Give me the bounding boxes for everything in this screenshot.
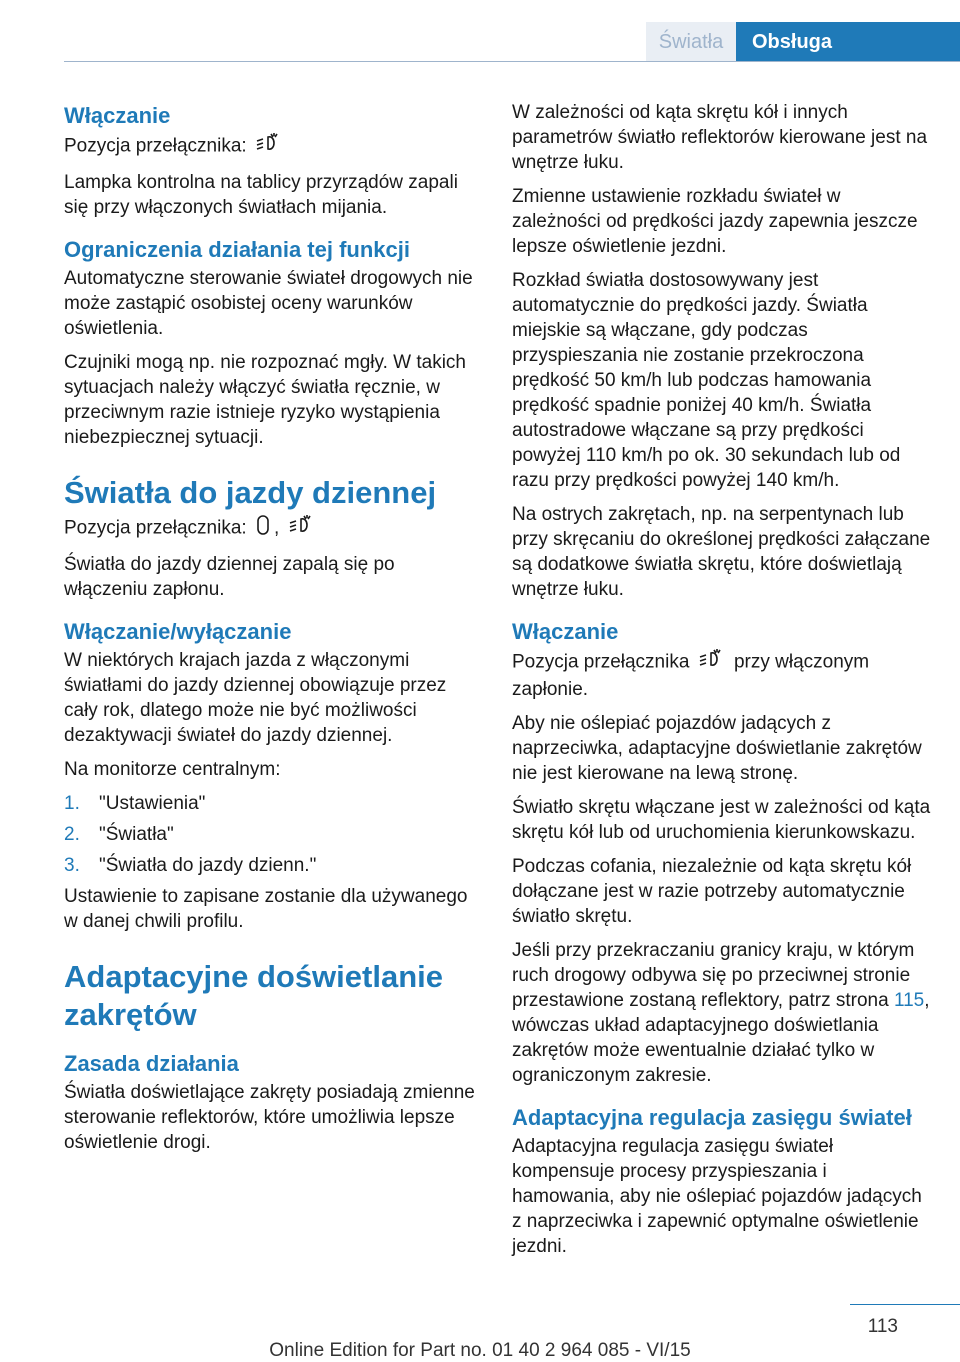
paragraph-zasieg: Adaptacyjna regulacja zasięgu świateł kompensuje procesy przyspieszania i hamowania, aby nie oślepiać pojazdów jadących z naprzeciwka i zapewnić optymalne oświetlenie jezdni.	[512, 1136, 922, 1257]
granica-text-a: Jeśli przy przekraczaniu granicy kraju, w którym ruch drogowy odbywa się po przeciwnej stronie przestawione zostaną reflektory, patrz strona	[512, 940, 915, 1011]
paragraph-skretu: Światło skrętu włączane jest w zależności od kąta skrętu kół lub od uruchomienia kierunkowskazu.	[512, 797, 931, 843]
switch-position-text: Pozycja przełącznika	[512, 651, 690, 673]
step-number: 3.	[64, 855, 80, 876]
parking-light-icon	[256, 514, 270, 543]
footer-edition: Online Edition for Part no. 01 40 2 964 085 - VI/15	[269, 1340, 691, 1361]
paragraph-cofanie: Podczas cofania, niezależnie od kąta skrętu kół dołączane jest w razie potrzeby automatycznie światło skrętu.	[512, 856, 912, 927]
auto-headlight-icon	[289, 514, 315, 543]
heading-zasieg: Adaptacyjna regulacja zasięgu świateł	[512, 1105, 912, 1130]
paragraph-zapis: Ustawienie to zapisane zostanie dla używanego w danej chwili profilu.	[64, 886, 468, 932]
paragraph-granica	[512, 938, 932, 1088]
list-item	[64, 822, 482, 847]
step-number: 2.	[64, 824, 80, 845]
heading-wlaczanie-right: Włączanie	[512, 619, 619, 644]
step-number: 1.	[64, 793, 80, 814]
paragraph-zmienne: Zmienne ustawienie rozkładu świateł w zależności od prędkości jazdy zapewnia jeszcze lepsze oświetlenie jezdni.	[512, 186, 918, 257]
granica-text-b: , wówczas układ adaptacyjnego doświetlania zakrętów może ewentualnie działać tylko w ograniczonym zakresie.	[512, 990, 930, 1086]
right-column	[512, 100, 932, 1268]
paragraph-rozklad: Rozkład światła dostosowywany jest automatycznie do prędkości jazdy. Światła miejskie są włączane, gdy podczas przyspieszania nie zostanie przekroczona prędkość 50 km/h lub podczas hamowania prędkość spadnie poniżej 40 km/h. Światła autostradowe włączane są przy prędkości powyżej 110 km/h po ok. 30 sekundach lub od razu przy prędkości powyżej 140 km/h.	[512, 270, 901, 491]
paragraph-lampka: Lampka kontrolna na tablicy przyrządów zapali się przy włączonych światłach mijania.	[64, 172, 458, 218]
paragraph-kraje: W niektórych krajach jazda z włączonymi światłami do jazdy dziennej obowiązuje przez cały rok, dlatego może nie być możliwości dezaktywacji świateł do jazdy dziennej.	[64, 650, 447, 746]
paragraph-ostre: Na ostrych zakrętach, np. na serpentynach lub przy skręcaniu do określonej prędkości załączane są dodatkowe światła skrętu, które doświetlają wnętrze łuku.	[512, 504, 931, 600]
paragraph-auto: Automatyczne sterowanie świateł drogowych nie może zastąpić osobistej oceny warunków oświetlenia.	[64, 268, 473, 339]
heading-zasada: Zasada działania	[64, 1051, 239, 1076]
auto-headlight-icon	[256, 132, 282, 161]
list-item	[64, 791, 482, 816]
paragraph-zasada: Światła doświetlające zakręty posiadają zmienne sterowanie reflektorów, które umożliwia lepsze oświetlenie drogi.	[64, 1082, 475, 1153]
auto-headlight-icon	[699, 648, 725, 677]
switch-position-line	[64, 132, 482, 161]
steps-list	[64, 791, 482, 878]
paragraph-pozycja	[512, 648, 932, 702]
paragraph-kat: W zależności od kąta skrętu kół i innych parametrów światło reflektorów kierowane jest na wnętrze łuku.	[512, 102, 928, 173]
paragraph-oslepiac: Aby nie oślepiać pojazdów jadących z naprzeciwka, adaptacyjne doświetlanie zakrętów nie jest kierowane na lewą stronę.	[512, 713, 922, 784]
header-chapter-tab: Obsługa	[736, 22, 960, 62]
switch-position-label: Pozycja przełącznika:	[64, 135, 247, 157]
list-item	[64, 853, 482, 878]
heading-ograniczenia: Ograniczenia działania tej funkcji	[64, 237, 410, 262]
switch-position-text-2: przy włączonym zapłonie.	[512, 651, 870, 700]
comma-separator: ,	[273, 517, 280, 539]
page-number: 113	[867, 1316, 898, 1337]
left-column	[64, 100, 482, 1164]
switch-position-label-2: Pozycja przełącznika:	[64, 517, 247, 539]
step-text: "Światła do jazdy dzienn."	[99, 855, 317, 876]
header-section-tab: Światła	[646, 22, 736, 62]
step-text: "Światła"	[99, 824, 174, 845]
step-text: "Ustawienia"	[99, 793, 206, 814]
header-rule	[64, 61, 960, 62]
heading-wlaczanie: Włączanie	[64, 103, 171, 128]
page-link[interactable]: 115	[893, 990, 925, 1011]
switch-position-line-2	[64, 514, 482, 543]
paragraph-dzienne: Światła do jazdy dziennej zapalą się po włączeniu zapłonu.	[64, 554, 395, 600]
paragraph-monitor: Na monitorze centralnym:	[64, 759, 281, 780]
heading-adaptacyjne: Adaptacyjne doświetlanie zakrętów	[64, 959, 443, 1032]
paragraph-czujniki: Czujniki mogą np. nie rozpoznać mgły. W takich sytuacjach należy włączyć światła ręcznie, w przeciwnym razie istnieje ryzyko wystąpienia niebezpiecznej sytuacji.	[64, 352, 466, 448]
footer-rule	[850, 1304, 960, 1305]
heading-wlaczanie-wylaczanie: Włączanie/wyłączanie	[64, 619, 292, 644]
header-tabs	[646, 22, 960, 62]
heading-swiatla-dzienne: Światła do jazdy dziennej	[64, 475, 437, 510]
